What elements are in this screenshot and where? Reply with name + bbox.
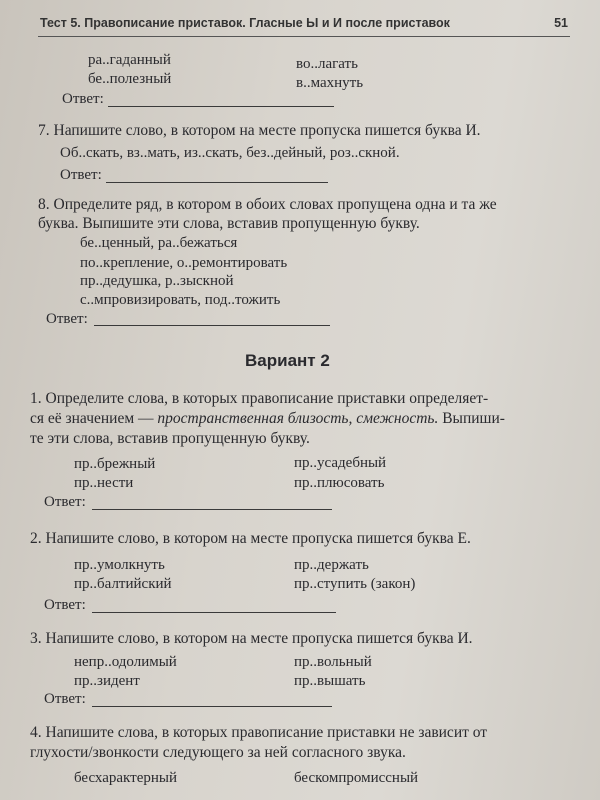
question-8-line-1: 8. Определите ряд, в котором в обоих словах пропущена одна и та же (38, 196, 497, 213)
answer-line[interactable] (94, 325, 330, 326)
answer-label: Ответ: (44, 597, 86, 613)
text-segment: ся её значением — (30, 410, 158, 427)
header-rule (38, 36, 570, 37)
word-item: бе..полезный (88, 71, 172, 87)
answer-label: Ответ: (44, 691, 86, 707)
v2-question-2: 2. Напишите слово, в котором на месте пропуска пишется буква Е. (30, 530, 471, 547)
question-7: 7. Напишите слово, в котором на месте пропуска пишется буква И. (38, 122, 481, 139)
answer-label: Ответ: (60, 167, 102, 183)
word-item: пр..ступить (закон) (294, 576, 416, 592)
question-8-line-2: буква. Выпишите эти слова, вставив пропущенную букву. (38, 215, 420, 232)
answer-label: Ответ: (46, 311, 88, 327)
v2-question-4-line-2: глухости/звонкости следующего за ней согласного звука. (30, 744, 406, 761)
word-item: пр..вышать (294, 673, 366, 689)
word-item: ра..гаданный (88, 52, 171, 68)
word-item: бескомпромиссный (294, 770, 419, 786)
word-item: пр..держать (294, 557, 369, 573)
word-item: пр..балтийский (74, 576, 172, 592)
word-row: пр..дедушка, р..зыскной (80, 273, 234, 289)
v2-question-1-line-3: те эти слова, вставив пропущенную букву. (30, 430, 310, 447)
word-item: пр..усадебный (294, 455, 387, 471)
word-item: во..лагать (296, 56, 358, 72)
italic-emphasis: пространственная близость, смежность. (157, 410, 439, 427)
v2-question-1-line-1: 1. Определите слова, в которых правописание приставки определяет- (30, 390, 489, 407)
word-item: пр..умолкнуть (74, 557, 165, 573)
answer-line[interactable] (108, 106, 334, 107)
word-item: пр..вольный (294, 654, 372, 670)
word-item: пр..нести (74, 475, 134, 491)
v2-question-1-line-2 (30, 410, 505, 428)
word-item: пр..зидент (74, 673, 140, 689)
question-7-words: Об..скать, вз..мать, из..скать, без..дейный, роз..скной. (60, 145, 400, 161)
word-row: бе..ценный, ра..бежаться (80, 235, 238, 251)
word-item: непр..одолимый (74, 654, 177, 670)
word-row: с..мпровизировать, под..тожить (80, 292, 281, 308)
text-segment: Выпиши- (438, 410, 505, 427)
answer-label: Ответ: (44, 494, 86, 510)
word-item: бесхарактерный (74, 770, 177, 786)
v2-question-4-line-1: 4. Напишите слова, в которых правописание приставки не зависит от (30, 724, 488, 741)
header-title: Тест 5. Правописание приставок. Гласные Ы и И после приставок (40, 16, 450, 30)
answer-line[interactable] (92, 706, 332, 707)
answer-label: Ответ: (62, 91, 104, 107)
answer-line[interactable] (106, 182, 328, 183)
word-item: пр..плюсовать (294, 475, 385, 491)
answer-line[interactable] (92, 612, 336, 613)
word-item: пр..брежный (74, 456, 156, 472)
answer-line[interactable] (92, 509, 332, 510)
v2-question-3: 3. Напишите слово, в котором на месте пропуска пишется буква И. (30, 630, 473, 647)
page-number: 51 (554, 16, 568, 30)
word-row: по..крепление, о..ремонтировать (80, 255, 288, 271)
word-item: в..махнуть (296, 75, 364, 91)
variant-title: Вариант 2 (245, 351, 330, 370)
page-header (40, 16, 568, 30)
